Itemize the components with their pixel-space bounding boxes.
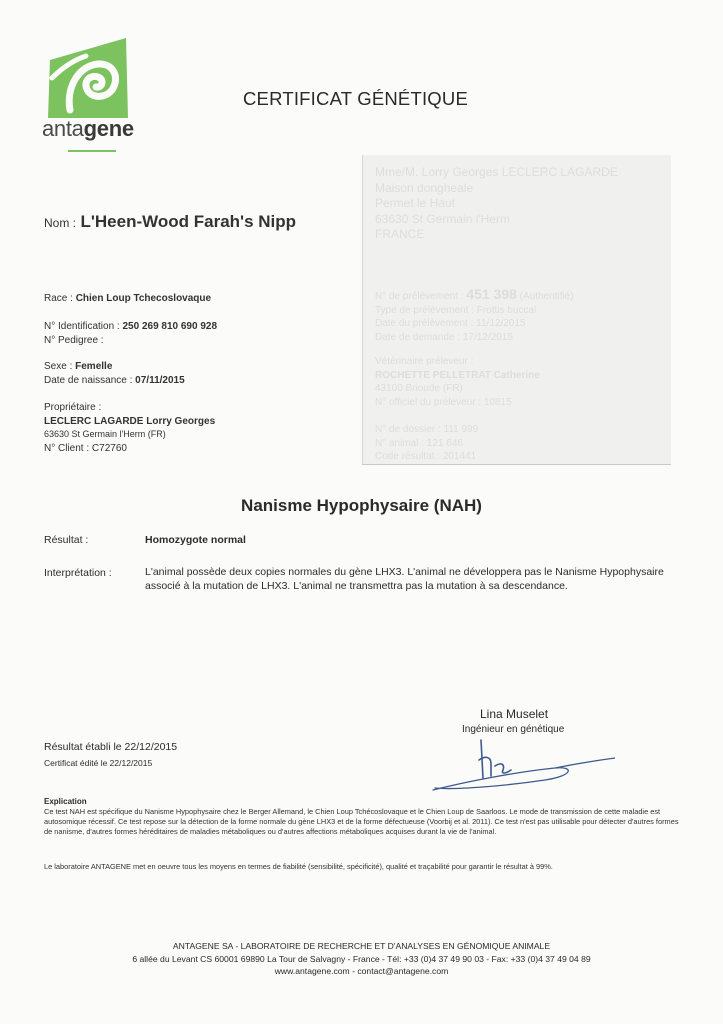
lab-reliability-note: Le laboratoire ANTAGENE met en oeuvre tous les moyens en termes de fiabilité (sensibilité, spécificité), qualité et traçabilité pour garantir le résultat à 99%. xyxy=(44,862,553,871)
interpretation-text: L'animal possède deux copies normales du gène LHX3. L'animal ne développera pas le Nanisme Hypophysaire associé à la mutation de LHX3. L'animal ne transmettra pas la mutation à sa descendance. xyxy=(145,566,664,592)
dossier-line: Code résultat : 201441 xyxy=(375,451,477,462)
address-line: FRANCE xyxy=(375,227,425,241)
identification-block xyxy=(44,320,217,347)
document-title: CERTIFICAT GÉNÉTIQUE xyxy=(243,88,468,109)
footer-address: 6 allée du Levant CS 60001 69890 La Tour de Salvagny - France - Tél: +33 (0)4 37 49 90 03 - Fax: +33 (0)4 37 49 04 89 xyxy=(132,953,591,964)
sample-number: 451 398 xyxy=(466,286,517,302)
sex-value: Femelle xyxy=(75,361,113,372)
owner-label: Propriétaire : xyxy=(44,402,102,413)
owner-name: LECLERC LAGARDE Lorry Georges xyxy=(44,415,216,427)
footer xyxy=(0,940,723,978)
breed-value: Chien Loup Tchecoslovaque xyxy=(75,293,212,304)
result-label: Résultat : xyxy=(44,534,89,546)
name-label: Nom : xyxy=(44,216,77,230)
explication-title: Explication xyxy=(44,797,87,806)
logo-underline xyxy=(68,150,116,152)
dossier-line: N° de dossier : 111 999 xyxy=(375,424,479,435)
vet-name: ROCHETTE PELLETRAT Catherine xyxy=(375,369,540,381)
address-line: Mme/M. Lorry Georges LECLERC LAGARDE xyxy=(375,165,618,179)
result-value: Homozygote normal xyxy=(145,534,246,546)
brand-wordmark: antagene xyxy=(42,116,134,141)
signatory-name: Lina Muselet xyxy=(480,707,549,721)
footer-company: ANTAGENE SA - LABORATOIRE DE RECHERCHE ET D'ANALYSES EN GÉNOMIQUE ANIMALE xyxy=(172,941,551,951)
sample-number-label: N° de prélèvement : xyxy=(375,291,464,302)
vet-line: 43100 Brioude (FR) xyxy=(375,383,463,394)
sex-birth-block xyxy=(44,360,185,387)
antagene-logo-icon xyxy=(48,38,130,118)
vet-block xyxy=(375,355,540,409)
birthdate-value: 07/11/2015 xyxy=(135,374,185,386)
signature-icon xyxy=(425,738,615,796)
identification-value: 250 269 810 690 928 xyxy=(122,321,218,332)
sample-line: Type de prélèvement : Frottis buccal xyxy=(375,304,537,316)
vet-line: N° officiel du préleveur : 10815 xyxy=(375,396,512,408)
owner-block xyxy=(44,401,215,455)
animal-name-row xyxy=(44,212,296,232)
explication-text: Ce test NAH est spécifique du Nanisme Hypophysaire chez le Berger Allemand, le Chien Loup Tchécoslovaque et le Chien Loup de Saarloos. Le mode de transmission de cette maladie est autosomique récessif. Ce test repose sur la détection de la forme normale du gène LHX3 et de la forme défectueuse (Voorbij et al. 2011). Ce test n'est pas utilisable pour détecter d'autres formes de nanisme, d'autres formes héréditaires de maladies métaboliques ou d'autres affections métaboliques acquises durant la vie de l'animal. xyxy=(44,807,679,837)
birthdate-label: Date de naissance : xyxy=(44,374,133,386)
sample-note: (Authentifié) xyxy=(519,291,574,302)
vet-label: Vétérinaire préleveur : xyxy=(375,356,474,367)
animal-name: L'Heen-Wood Farah's Nipp xyxy=(80,212,297,231)
client-label: N° Client : xyxy=(44,442,90,454)
sample-line: Date de demande : 17/12/2015 xyxy=(375,331,513,343)
interpretation-label: Interprétation : xyxy=(44,567,112,579)
client-value: C72760 xyxy=(91,442,127,454)
signatory-role: Ingénieur en génétique xyxy=(462,724,565,735)
recipient-address xyxy=(375,165,618,243)
sample-block xyxy=(375,288,574,344)
breed-row xyxy=(44,292,211,306)
identification-label: N° Identification : xyxy=(44,321,120,332)
breed-label: Race : xyxy=(44,293,73,304)
footer-contact: www.antagene.com - contact@antagene.com xyxy=(274,966,449,976)
address-line: 63630 St Germain l'Herm xyxy=(375,211,511,226)
pedigree-label: N° Pedigree : xyxy=(44,334,104,346)
test-title: Nanisme Hypophysaire (NAH) xyxy=(241,496,482,515)
confidential-info-box xyxy=(362,155,671,465)
address-line: Permet le Haut xyxy=(375,196,456,210)
dossier-block xyxy=(375,423,478,464)
certificate-issued-date: Certificat édité le 22/12/2015 xyxy=(44,758,153,768)
sex-label: Sexe : xyxy=(44,361,73,372)
address-line: Maison dongheale xyxy=(375,180,474,195)
result-established-date: Résultat établi le 22/12/2015 xyxy=(44,741,178,753)
owner-address: 63630 St Germain l'Herm (FR) xyxy=(44,429,166,439)
sample-line: Date du prélèvement : 11/12/2015 xyxy=(375,318,526,329)
dossier-line: N° animal : 121 646 xyxy=(375,437,463,449)
